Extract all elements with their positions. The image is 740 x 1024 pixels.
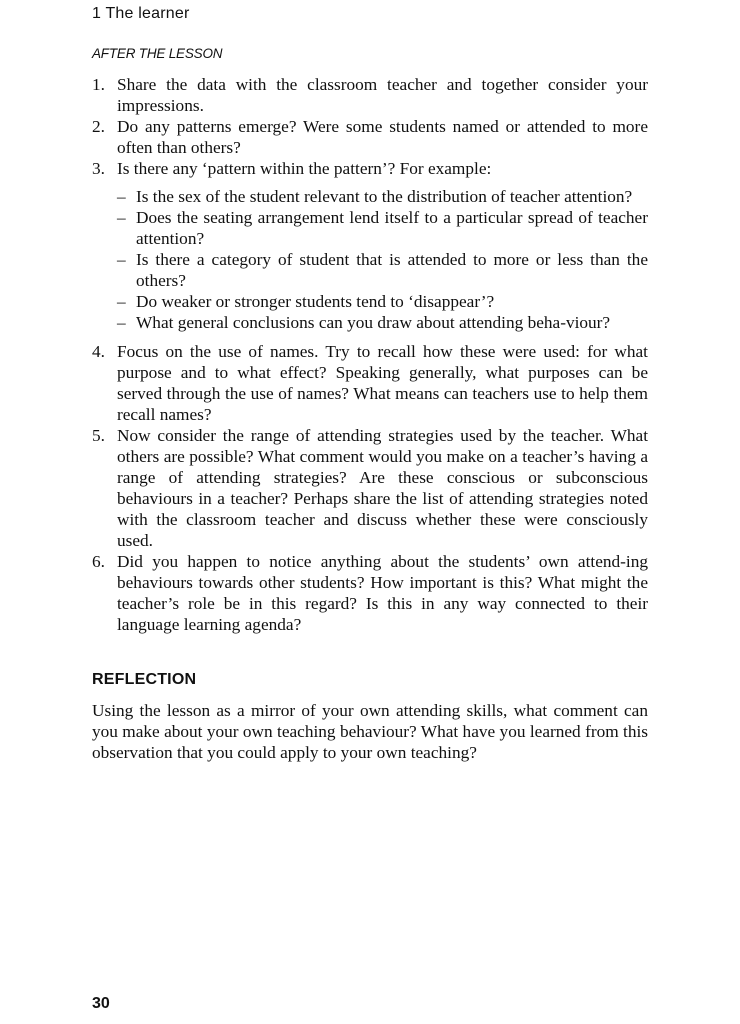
page-content <box>92 44 648 763</box>
question-text: Do any patterns emerge? Were some students named or attended to more often than others? <box>117 117 648 157</box>
sub-question-item <box>117 249 648 291</box>
question-text: Did you happen to notice anything about the students’ own attend-ing behaviours towards other students? How important is this? What might the teacher’s role be in this regard? Is this in any way connected to their language learning agenda? <box>117 552 648 634</box>
reflection-heading: REFLECTION <box>92 671 197 688</box>
question-text: Focus on the use of names. Try to recall how these were used: for what purpose and to what effect? Speaking generally, what purposes can be served through the use of names? What means can teachers use to help them recall names? <box>117 342 648 424</box>
sub-question-text: Is there a category of student that is attended to more or less than the others? <box>136 250 648 290</box>
sub-question-item <box>117 312 648 333</box>
dash-bullet: – <box>117 292 126 311</box>
section-label: AFTER THE LESSON <box>92 46 223 61</box>
dash-bullet: – <box>117 208 126 227</box>
sub-question-text: Does the seating arrangement lend itself to a particular spread of teacher attention? <box>136 208 648 248</box>
question-text: Now consider the range of attending strategies used by the teacher. What others are possible? What comment would you make on a teacher’s having a range of attending strategies? Are these conscious or subconscious behaviours in a teacher? Perhaps share the list of attending strategies noted with the classroom teacher and discuss whether these were consciously used. <box>117 426 648 550</box>
dash-bullet: – <box>117 313 126 332</box>
dash-bullet: – <box>117 250 126 269</box>
sub-question-item <box>117 207 648 249</box>
reflection-body: Using the lesson as a mirror of your own attending skills, what comment can you make about your own teaching behaviour? What have you learned from this observation that you could apply to your own teaching? <box>92 701 648 762</box>
question-number: 3. <box>92 159 105 178</box>
running-head: 1 The learner <box>92 5 190 22</box>
question-list <box>92 74 648 635</box>
question-number: 2. <box>92 117 105 136</box>
question-number: 6. <box>92 552 105 571</box>
question-item <box>92 425 648 551</box>
question-item <box>92 158 648 333</box>
sub-question-item <box>117 186 648 207</box>
page-number: 30 <box>92 995 110 1012</box>
question-item <box>92 551 648 635</box>
question-number: 1. <box>92 75 105 94</box>
dash-bullet: – <box>117 187 126 206</box>
sub-question-text: What general conclusions can you draw about attending beha-viour? <box>136 313 611 332</box>
question-number: 4. <box>92 342 105 361</box>
question-number: 5. <box>92 426 105 445</box>
question-text: Share the data with the classroom teacher and together consider your impressions. <box>117 75 648 115</box>
question-item <box>92 341 648 425</box>
sub-question-text: Do weaker or stronger students tend to ‘disappear’? <box>136 292 495 311</box>
question-item <box>92 116 648 158</box>
question-item <box>92 74 648 116</box>
sub-question-item <box>117 291 648 312</box>
sub-question-list <box>117 186 648 333</box>
question-text: Is there any ‘pattern within the pattern’? For example: <box>117 159 492 178</box>
sub-question-text: Is the sex of the student relevant to the distribution of teacher attention? <box>136 187 633 206</box>
